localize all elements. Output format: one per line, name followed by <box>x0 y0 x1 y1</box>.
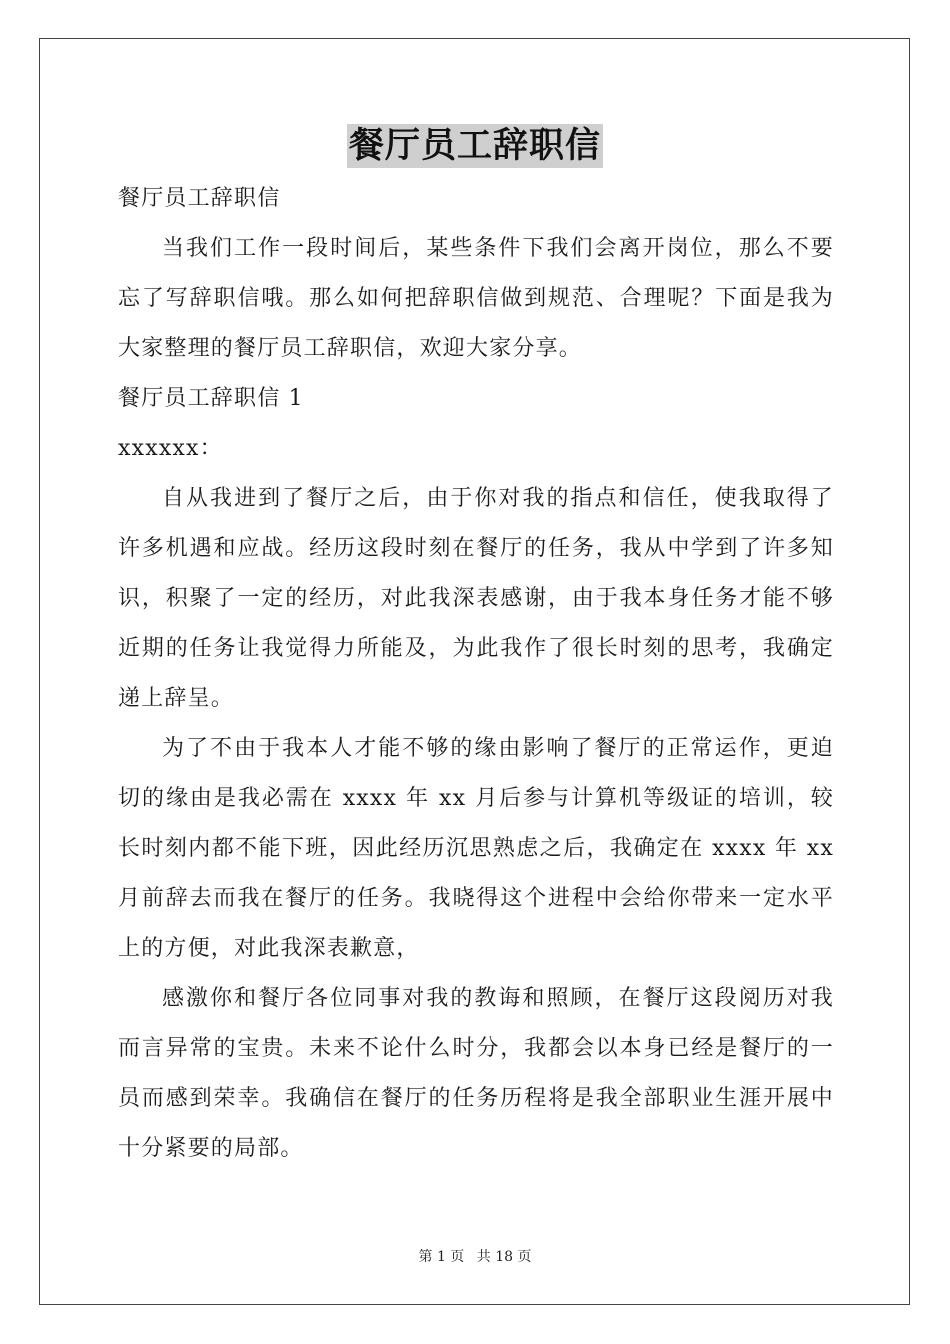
document-subtitle: 餐厅员工辞职信 <box>118 186 281 211</box>
title-block <box>0 124 950 168</box>
body-paragraph-1: 自从我进到了餐厅之后，由于你对我的指点和信任，使我取得了许多机遇和应战。经历这段时刻在餐厅的任务，我从中学到了许多知识，积聚了一定的经历，对此我深表感谢，由于我本身任务才能不够近期的任务让我觉得力所能及，为此我作了很长时刻的思考，我确定递上辞呈。 <box>118 486 834 711</box>
body-paragraph-3: 感激你和餐厅各位同事对我的教诲和照顾，在餐厅这段阅历对我而言异常的宝贵。未来不论什么时分，我都会以本身已经是餐厅的一员而感到荣幸。我确信在餐厅的任务历程将是我全部职业生涯开展中十分紧要的局部。 <box>118 986 834 1161</box>
page-number-current: 第 1 页 <box>418 1249 465 1265</box>
body-paragraph-2: 为了不由于我本人才能不够的缘由影响了餐厅的正常运作，更迫切的缘由是我必需在 xxxx 年 xx 月后参与计算机等级证的培训，较长时刻内都不能下班，因此经历沉思熟虑之后，我确定在 xxxx 年 xx 月前辞去而我在餐厅的任务。我晓得这个进程中会给你带来一定水平上的方便，对此我深表歉意， <box>118 736 834 961</box>
page-footer <box>0 1247 950 1267</box>
document-title: 餐厅员工辞职信 <box>348 125 601 166</box>
section-heading: 餐厅员工辞职信 1 <box>118 386 304 411</box>
intro-paragraph: 当我们工作一段时间后，某些条件下我们会离开岗位，那么不要忘了写辞职信哦。那么如何把辞职信做到规范、合理呢？下面是我为大家整理的餐厅员工辞职信，欢迎大家分享。 <box>118 236 834 361</box>
letter-salutation: xxxxxx： <box>118 436 223 461</box>
document-body <box>118 174 834 1174</box>
page-number-total: 共 18 页 <box>476 1249 532 1265</box>
